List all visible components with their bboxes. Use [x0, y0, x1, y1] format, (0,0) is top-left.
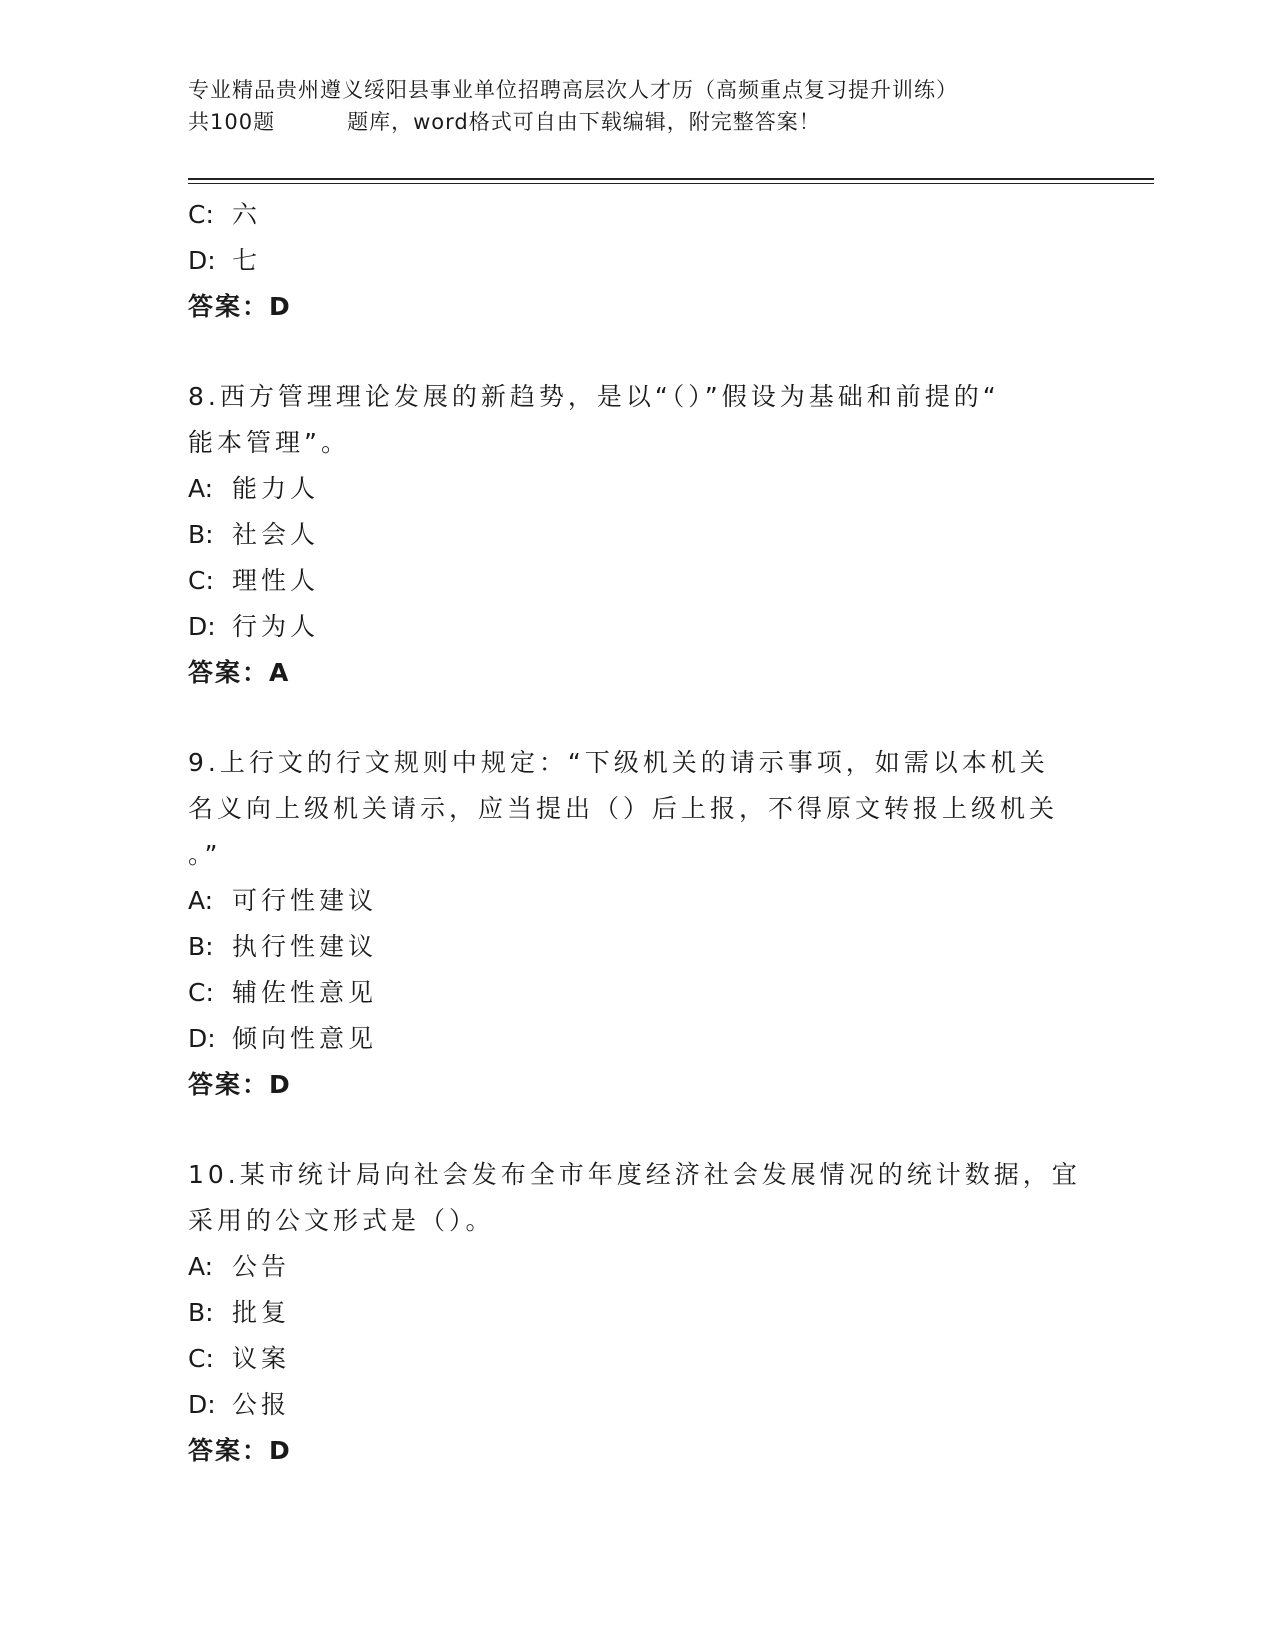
option-letter: A:: [188, 1252, 214, 1281]
option-a: [188, 466, 1088, 512]
option-text: 行为人: [232, 612, 320, 641]
option-letter: A:: [188, 474, 214, 503]
option-letter: D:: [188, 612, 216, 641]
option-d: [188, 238, 1088, 284]
answer-line: 答案：D: [188, 1070, 292, 1099]
option-text: 批复: [232, 1298, 291, 1327]
option-text: 社会人: [232, 520, 320, 549]
option-letter: D:: [188, 1390, 216, 1419]
question-text-line: 9.上行文的行文规则中规定：“下级机关的请示事项，如需以本机关: [188, 748, 1049, 777]
questions-body: [188, 192, 1088, 1474]
question-10: [188, 1152, 1088, 1474]
option-text: 可行性建议: [232, 886, 378, 915]
option-letter: C:: [188, 200, 214, 229]
option-letter: C:: [188, 566, 214, 595]
option-text: 辅佐性意见: [232, 978, 378, 1007]
option-c: [188, 1336, 1088, 1382]
header-divider-thin: [188, 183, 1154, 184]
question-text-line: 8.西方管理理论发展的新趋势，是以“（）”假设为基础和前提的“: [188, 382, 1000, 411]
option-c: [188, 192, 1088, 238]
question-text-line: 名义向上级机关请示，应当提出（）后上报，不得原文转报上级机关: [188, 794, 1059, 823]
option-b: [188, 1290, 1088, 1336]
option-b: [188, 924, 1088, 970]
option-text: 公报: [232, 1390, 291, 1419]
answer-line: 答案：D: [188, 292, 292, 321]
option-c: [188, 558, 1088, 604]
option-letter: D:: [188, 1024, 216, 1053]
option-text: 七: [232, 246, 262, 275]
option-text: 能力人: [232, 474, 320, 503]
option-text: 理性人: [232, 566, 320, 595]
option-text: 倾向性意见: [232, 1024, 378, 1053]
question-8: [188, 374, 1088, 696]
option-text: 六: [232, 200, 262, 229]
question-text-line: 10.某市统计局向社会发布全市年度经济社会发展情况的统计数据，宜: [188, 1160, 1081, 1189]
option-a: [188, 1244, 1088, 1290]
header-question-count: 共100题: [188, 110, 276, 134]
option-d: [188, 604, 1088, 650]
option-letter: D:: [188, 246, 216, 275]
question-text-line: 能本管理”。: [188, 428, 350, 457]
option-b: [188, 512, 1088, 558]
answer-line: 答案：D: [188, 1436, 292, 1465]
option-text: 执行性建议: [232, 932, 378, 961]
option-c: [188, 970, 1088, 1016]
question-7-tail: [188, 192, 1088, 330]
option-letter: C:: [188, 978, 214, 1007]
question-9: [188, 740, 1088, 1108]
option-text: 议案: [232, 1344, 291, 1373]
header-description: 题库，word格式可自由下载编辑，附完整答案！: [347, 110, 821, 134]
header-subtitle-line: [188, 106, 1088, 138]
answer-line: 答案：A: [188, 658, 291, 687]
document-header: [188, 74, 1088, 138]
option-a: [188, 878, 1088, 924]
header-title-line: 专业精品贵州遵义绥阳县事业单位招聘高层次人才历（高频重点复习提升训练）: [188, 78, 958, 102]
option-d: [188, 1382, 1088, 1428]
option-text: 公告: [232, 1252, 291, 1281]
option-letter: A:: [188, 886, 214, 915]
option-letter: C:: [188, 1344, 214, 1373]
option-letter: B:: [188, 1298, 214, 1327]
question-text-line: 。”: [188, 840, 222, 869]
option-d: [188, 1016, 1088, 1062]
option-letter: B:: [188, 520, 214, 549]
question-text-line: 采用的公文形式是（）。: [188, 1206, 495, 1235]
header-divider-thick: [188, 178, 1154, 180]
option-letter: B:: [188, 932, 214, 961]
